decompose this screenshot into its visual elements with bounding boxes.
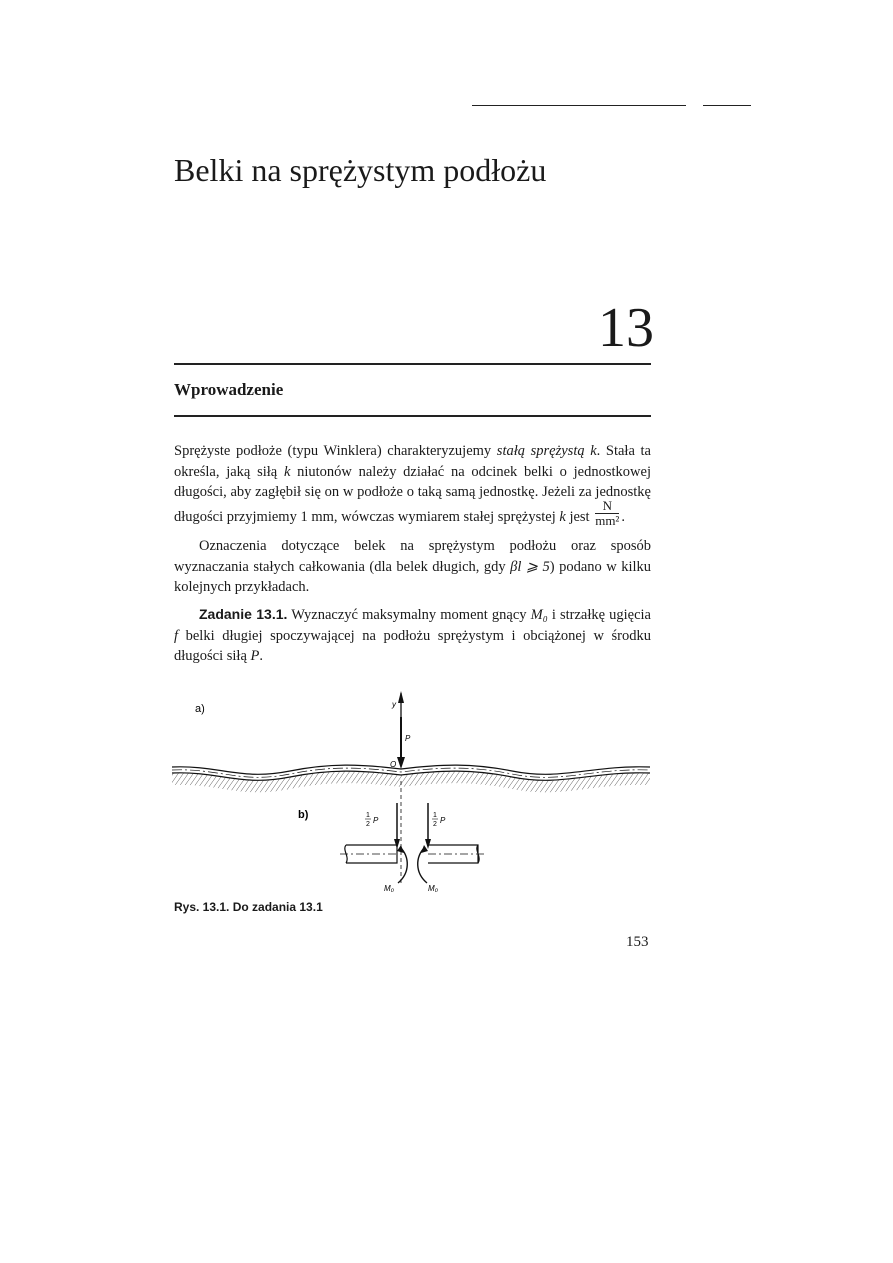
task-label: Zadanie 13.1. <box>199 606 288 622</box>
force-P-arrowhead <box>397 757 405 769</box>
origin-label: O <box>390 760 397 769</box>
symbol-f: f <box>174 627 179 644</box>
task-text: Wyznaczyć maksymalny moment gnący <box>287 607 531 623</box>
half-left-den: 2 <box>366 821 370 828</box>
intro-paragraph-2 <box>174 536 651 598</box>
elastic-constant-term: stałą sprężystą k <box>496 443 597 459</box>
section-heading: Wprowadzenie <box>174 380 284 399</box>
intro-text: jest <box>565 508 594 525</box>
top-rule-short <box>703 105 751 106</box>
long-beam-condition: βl ⩾ 5 <box>510 558 550 575</box>
symbol-P: P <box>250 648 260 665</box>
half-left-P: P <box>373 816 379 825</box>
symbol-k: k <box>283 463 291 480</box>
moment-right-arrowhead <box>421 845 428 853</box>
intro-text: . <box>621 508 625 525</box>
intro-text: . Stała ta określa, jaką siłą <box>174 443 651 480</box>
section-rule <box>174 415 651 417</box>
intro-text: niutonów należy działać na odcinek belki o jednostkowej długości, aby zagłębił się on w podłoże o taką samą jednostkę. Jeżeli za jednostkę długości przyjmiemy 1 mm, wówczas wymiarem stałej sprężystej <box>174 463 651 525</box>
force-P-label: P <box>405 734 411 743</box>
half-force-right-arrowhead <box>425 839 431 849</box>
chapter-rule <box>174 363 651 365</box>
task-paragraph <box>174 604 651 667</box>
symbol-M0: M₀ <box>530 607 548 623</box>
half-left-num: 1 <box>366 812 370 819</box>
half-right-num: 1 <box>433 812 437 819</box>
moment-right-label: M₀ <box>428 884 439 893</box>
unit-fraction <box>595 499 619 528</box>
intro-text: Sprężyste podłoże (typu Winklera) charakteryzujemy <box>174 443 497 459</box>
unit-numerator: N <box>595 499 619 514</box>
half-right-den: 2 <box>433 821 437 828</box>
unit-denominator: mm² <box>595 512 620 528</box>
chapter-number: 13 <box>598 297 654 359</box>
intro-paragraph-1 <box>174 441 651 532</box>
task-text: i strzałkę ugięcia <box>547 607 651 623</box>
task-text: . <box>259 648 264 665</box>
symbol-k: k <box>559 508 566 525</box>
top-rule-long <box>472 105 686 106</box>
intro-text: ) podano w kilku kolejnych przykładach. <box>174 558 651 596</box>
intro-text: Oznaczenia dotyczące belek na sprężystym podłożu oraz sposób wyznaczania stałych całkowania (dla belek długich, gdy <box>174 538 651 575</box>
beam-top-edge <box>172 765 650 774</box>
axis-y-label: y <box>392 700 396 709</box>
elastic-foundation-hatch <box>172 771 650 792</box>
figure-label-a: a) <box>195 703 205 715</box>
figure-caption: Rys. 13.1. Do zadania 13.1 <box>174 900 323 914</box>
moment-left-arrowhead <box>397 845 404 853</box>
figure-label-b: b) <box>298 809 309 821</box>
page-number: 153 <box>626 934 649 950</box>
task-text: belki długiej spoczywającej na podłożu sprężystym i obciążonej w środku długości siłą <box>174 627 651 665</box>
chapter-title: Belki na sprężystym podłożu <box>174 152 547 188</box>
moment-left-label: M₀ <box>384 884 395 893</box>
figure-13-1 <box>160 685 670 895</box>
y-axis-arrowhead <box>398 691 404 703</box>
half-right-P: P <box>440 816 446 825</box>
